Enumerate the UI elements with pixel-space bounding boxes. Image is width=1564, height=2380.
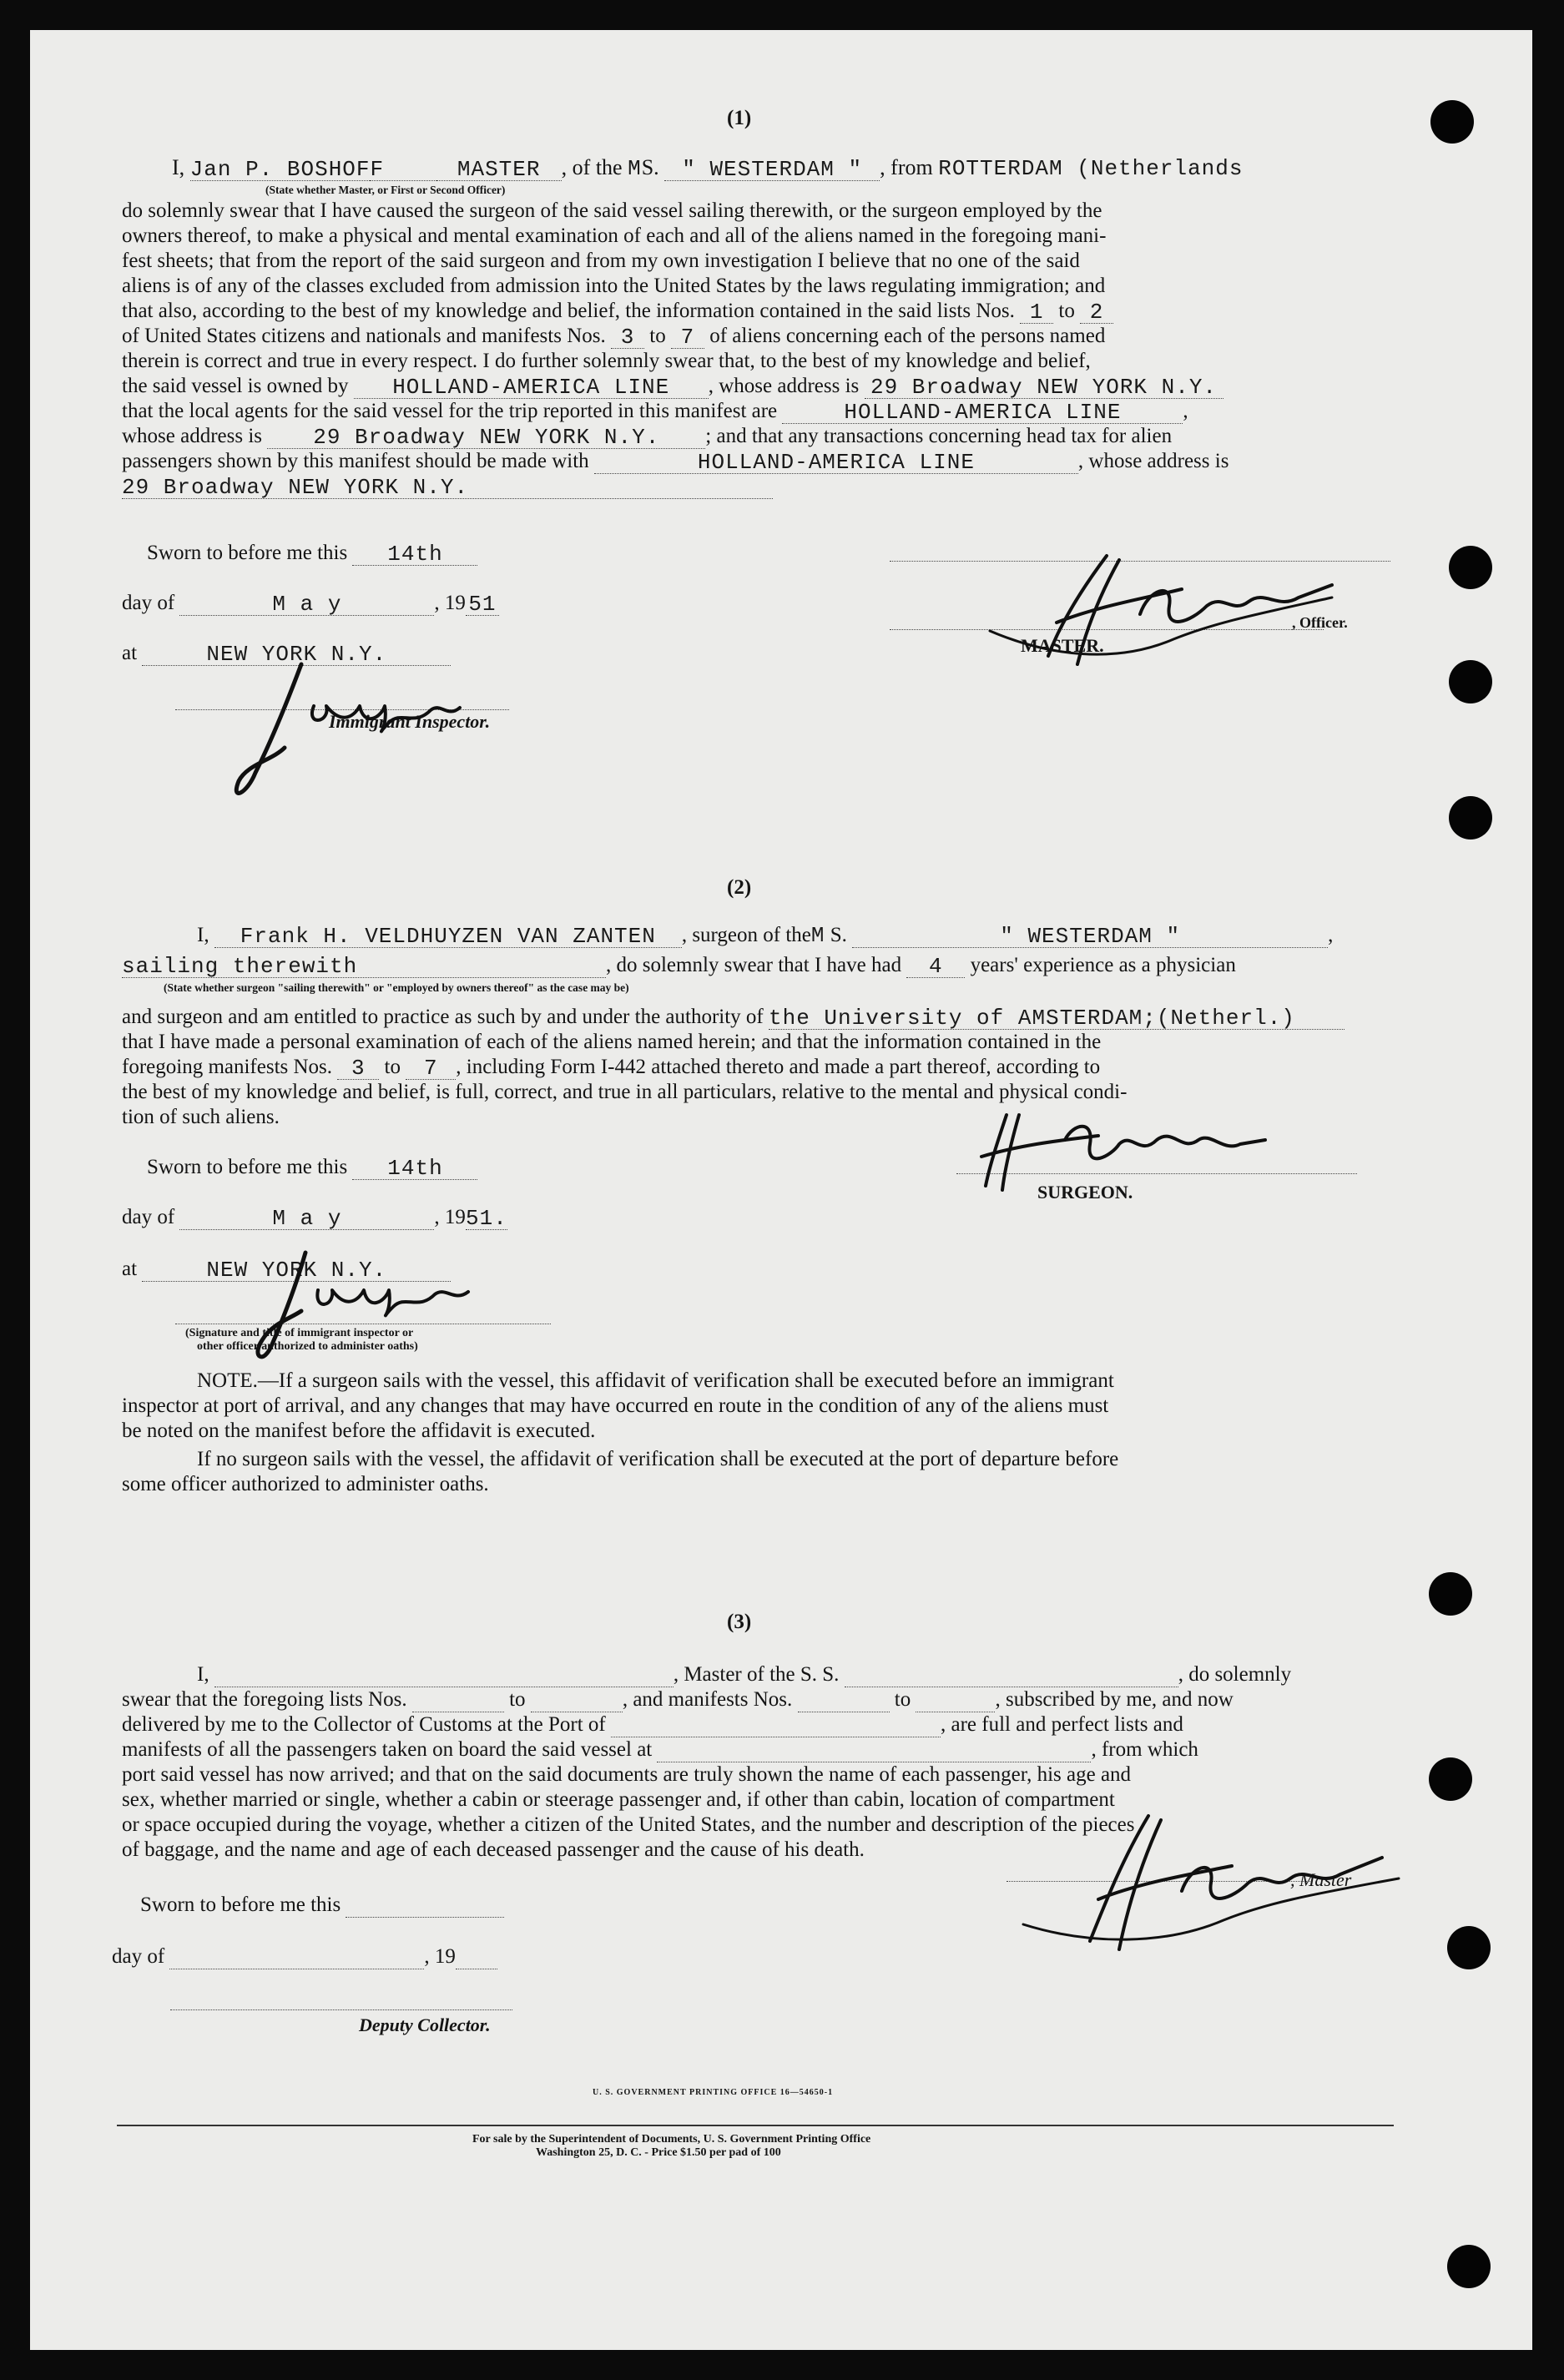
section-number-1: (1) bbox=[727, 107, 752, 129]
note-text: be noted on the manifest before the affidavit is executed. bbox=[122, 1419, 596, 1442]
rank-field: MASTER bbox=[436, 159, 562, 181]
sworn-year-field: 51. bbox=[466, 1206, 507, 1231]
master-label: MASTER. bbox=[1021, 635, 1104, 656]
affidavit1-text: the said vessel is owned by HOLLAND-AMERICA LINE , whose address is 29 Broadway NEW YORK N.Y. bbox=[122, 374, 1223, 399]
printing-office-mark: U. S. GOVERNMENT PRINTING OFFICE 16—54650-1 bbox=[593, 2088, 834, 2097]
note-text: some officer authorized to administer oaths. bbox=[122, 1473, 489, 1495]
sworn-line: Sworn to before me this bbox=[140, 1893, 504, 1918]
sworn-line: Sworn to before me this 14th bbox=[147, 1155, 477, 1180]
manifests-to-field: 7 bbox=[671, 326, 704, 349]
master-name-field: Jan P. BOSHOFF bbox=[189, 157, 385, 182]
punch-hole bbox=[1430, 100, 1474, 144]
vessel-type: M bbox=[628, 156, 642, 181]
vessel-name-field: " WESTERDAM " bbox=[664, 159, 880, 181]
sworn-month-field: M a y bbox=[179, 1208, 434, 1230]
affidavit1-text: fest sheets; that from the report of the said surgeon and from my own investigation I believe that no one of the said bbox=[122, 250, 1080, 272]
capacity-field: sailing therewith bbox=[122, 956, 606, 978]
inspector-signature-2 bbox=[247, 1240, 514, 1374]
officer-label: , Officer. bbox=[1292, 614, 1348, 631]
owner-field: HOLLAND-AMERICA LINE bbox=[354, 376, 709, 399]
sign-hint-2: other officer authorized to administer oaths) bbox=[197, 1340, 418, 1353]
master-signature-3 bbox=[1015, 1799, 1424, 1974]
sworn-place-field: NEW YORK N.Y. bbox=[142, 1259, 451, 1282]
rank-hint: (State whether Master, or First or Second Officer) bbox=[265, 184, 506, 196]
affidavit1-text: whose address is 29 Broadway NEW YORK N.Y. ; and that any transactions concerning head tax for alien bbox=[122, 425, 1173, 450]
punch-hole bbox=[1447, 1926, 1491, 1969]
lists-to-field: 2 bbox=[1080, 301, 1113, 324]
agents-field: HOLLAND-AMERICA LINE bbox=[782, 401, 1183, 424]
surgeon-manifest-to: 7 bbox=[406, 1057, 456, 1080]
day-of-line: day of M a y , 19 51 bbox=[122, 591, 499, 616]
affidavit1-text: owners thereof, to make a physical and mental examination of each and all of the aliens named in the foregoing mani- bbox=[122, 224, 1107, 247]
affidavit1-text: do solemnly swear that I have caused the surgeon of the said vessel sailing therewith, or the surgeon employed by the bbox=[122, 199, 1102, 222]
immigrant-inspector-label: Immigrant Inspector. bbox=[329, 711, 491, 732]
sworn-day-field: 14th bbox=[352, 1157, 477, 1180]
affidavit1-text: that the local agents for the said vessel for the trip reported in this manifest are HOLLAND-AMERICA LINE , bbox=[122, 400, 1188, 425]
affidavit3-text: of baggage, and the name and age of each deceased passenger and the cause of his death. bbox=[122, 1838, 865, 1861]
sign-hint-1: (Signature and title of immigrant inspector or bbox=[185, 1327, 414, 1339]
affidavit1-text: passengers shown by this manifest should be made with HOLLAND-AMERICA LINE , whose address is bbox=[122, 450, 1229, 475]
capacity-hint: (State whether surgeon "sailing therewith" or "employed by owners thereof" as the case may be) bbox=[164, 981, 629, 994]
punch-hole bbox=[1449, 660, 1492, 703]
owner-address-field: 29 Broadway NEW YORK N.Y. bbox=[865, 376, 1223, 399]
section-number-3: (3) bbox=[727, 1611, 752, 1633]
authority-field: the University of AMSTERDAM;(Netherl.) bbox=[769, 1007, 1345, 1030]
surgeon-label: SURGEON. bbox=[1037, 1182, 1133, 1203]
sworn-place-field: NEW YORK N.Y. bbox=[142, 643, 451, 666]
affidavit3-text: sex, whether married or single, whether a cabin or steerage passenger and, if other than cabin, location of compartment bbox=[122, 1788, 1115, 1811]
affidavit2-text: the best of my knowledge and belief, is full, correct, and true in all particulars, relative to the mental and physical condi- bbox=[122, 1081, 1128, 1103]
sworn-month-field: M a y bbox=[179, 593, 434, 616]
affidavit1-text: aliens is of any of the classes excluded from admission into the United States by the laws regulating immigration; and bbox=[122, 275, 1106, 297]
day-of-line: day of M a y , 1951. bbox=[122, 1206, 507, 1231]
manifests-from-field: 3 bbox=[611, 326, 644, 349]
affidavit3-text: swear that the foregoing lists Nos. to , and manifests Nos. to , subscribed by me, and now bbox=[122, 1688, 1234, 1711]
headtax-field: HOLLAND-AMERICA LINE bbox=[594, 451, 1078, 474]
surgeon-signature bbox=[973, 1107, 1340, 1198]
punch-hole bbox=[1429, 1757, 1472, 1801]
sworn-day-field: 14th bbox=[352, 543, 477, 566]
day-of-line: day of , 19 bbox=[112, 1944, 497, 1969]
affidavit2-text: foregoing manifests Nos. 3 to 7 , including Form I-442 attached thereto and made a part thereof, according to bbox=[122, 1056, 1101, 1081]
affidavit2-text: that I have made a personal examination of each of the aliens named herein; and that the information contained in the bbox=[122, 1031, 1102, 1053]
affidavit1-text: therein is correct and true in every respect. I do further solemnly swear that, to the best of my knowledge and belief, bbox=[122, 350, 1091, 372]
lists-from-field: 1 bbox=[1020, 301, 1053, 324]
affidavit1-text: of United States citizens and nationals and manifests Nos. 3 to 7 of aliens concerning each of the persons named bbox=[122, 325, 1106, 350]
affidavit1-text: that also, according to the best of my knowledge and belief, the information contained in the said lists Nos. 1 to 2 bbox=[122, 299, 1113, 324]
punch-hole bbox=[1449, 796, 1492, 840]
section-number-2: (2) bbox=[727, 876, 752, 899]
headtax-address-field: 29 Broadway NEW YORK N.Y. bbox=[122, 477, 773, 499]
master-label-3: , Master bbox=[1290, 1869, 1352, 1890]
inspector-signature-1 bbox=[222, 648, 497, 814]
agents-address-field: 29 Broadway NEW YORK N.Y. bbox=[267, 426, 705, 449]
note-text: NOTE.—If a surgeon sails with the vessel, this affidavit of verification shall be executed before an immigrant bbox=[197, 1369, 1114, 1392]
affidavit3-text: delivered by me to the Collector of Customs at the Port of , are full and perfect lists and bbox=[122, 1713, 1183, 1736]
surgeon-vessel-field: " WESTERDAM " bbox=[852, 925, 1328, 948]
punch-hole bbox=[1447, 2245, 1491, 2288]
affidavit3-text: manifests of all the passengers taken on board the said vessel at , from which bbox=[122, 1738, 1198, 1761]
affidavit2-text: tion of such aliens. bbox=[122, 1106, 280, 1128]
affidavit3-text: or space occupied during the voyage, whether a citizen of the United States, and the number and description of the pieces bbox=[122, 1813, 1135, 1836]
affidavit1-text bbox=[122, 474, 773, 499]
deputy-collector-label: Deputy Collector. bbox=[359, 2014, 491, 2035]
punch-hole bbox=[1449, 546, 1492, 589]
affidavit3-text: port said vessel has now arrived; and that on the said documents are truly shown the name of each passenger, his age and bbox=[122, 1763, 1132, 1786]
vessel-type: M bbox=[810, 923, 825, 948]
document-page bbox=[30, 30, 1532, 2350]
years-field: 4 bbox=[906, 956, 965, 978]
affidavit2-text: and surgeon and am entitled to practice as such by and under the authority of the University of AMSTERDAM;(Netherl.) bbox=[122, 1005, 1345, 1030]
punch-hole bbox=[1429, 1572, 1472, 1616]
surgeon-name-field: Frank H. VELDHUYZEN VAN ZANTEN bbox=[214, 925, 682, 948]
note-text: inspector at port of arrival, and any changes that may have occurred en route in the condition of any of the aliens must bbox=[122, 1394, 1109, 1417]
at-line: at NEW YORK N.Y. bbox=[122, 641, 451, 666]
sworn-year-field: 51 bbox=[466, 593, 499, 616]
affidavit2-heading-line: I, Frank H. VELDHUYZEN VAN ZANTEN , surgeon of theM S. " WESTERDAM " , bbox=[197, 923, 1334, 949]
at-line: at NEW YORK N.Y. bbox=[122, 1257, 451, 1282]
surgeon-manifest-from: 3 bbox=[337, 1057, 379, 1080]
sale-notice-1: For sale by the Superintendent of Documents, U. S. Government Printing Office bbox=[472, 2133, 871, 2146]
affidavit1-heading-line: I, Jan P. BOSHOFF MASTER , of the MS. " WESTERDAM " , from ROTTERDAM (Netherlands bbox=[172, 155, 1244, 182]
affidavit2-text: sailing therewith , do solemnly swear that I have had 4 years' experience as a physician bbox=[122, 954, 1236, 979]
sworn-line: Sworn to before me this 14th bbox=[147, 541, 477, 566]
note-text: If no surgeon sails with the vessel, the affidavit of verification shall be executed at the port of departure before bbox=[197, 1448, 1119, 1470]
affidavit3-text: I, , Master of the S. S. , do solemnly bbox=[197, 1663, 1292, 1686]
port-field: ROTTERDAM (Netherlands bbox=[938, 156, 1244, 181]
master-signature-1 bbox=[981, 539, 1357, 681]
sale-notice-2: Washington 25, D. C. - Price $1.50 per pad of 100 bbox=[536, 2146, 781, 2159]
